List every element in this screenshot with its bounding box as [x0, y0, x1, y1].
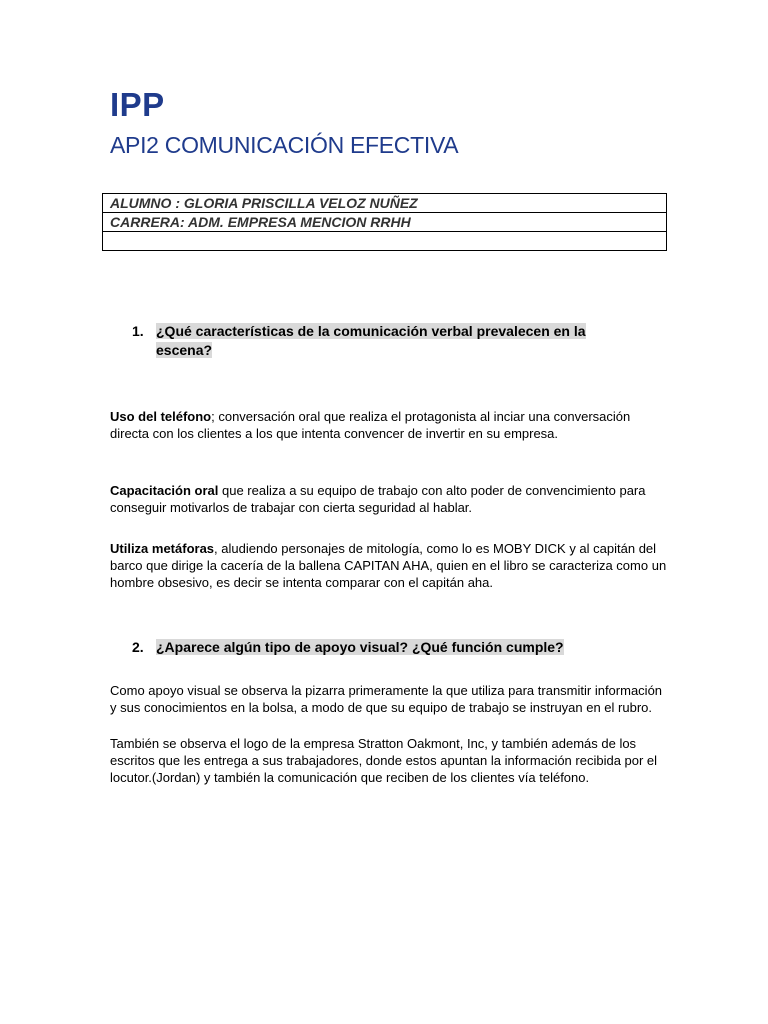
document-subtitle: API2 COMUNICACIÓN EFECTIVA: [110, 132, 459, 158]
answer-paragraph: [110, 540, 670, 591]
answer-text: que realiza a su equipo de trabajo con alto poder de convencimiento para conseguir motivarlos de trabajar con cierta seguridad al hablar.: [110, 483, 646, 515]
question-text-continued: escena?: [156, 342, 213, 358]
question-text: ¿Aparece algún tipo de apoyo visual? ¿Qué función cumple?: [156, 639, 564, 655]
question-number: 1.: [132, 323, 144, 339]
question-1: [132, 322, 632, 360]
student-info-table: [102, 193, 667, 251]
career-cell: CARRERA: ADM. EMPRESA MENCION RRHH: [103, 213, 667, 232]
answer-text: ; conversación oral que realiza el protagonista al inciar una conversación directa con los clientes a los que intenta convencer de invertir en su empresa.: [110, 409, 631, 441]
document-title: IPP: [110, 86, 165, 123]
answer-paragraph: Como apoyo visual se observa la pizarra primeramente la que utiliza para transmitir información y sus conocimientos en la bolsa, a modo de que su equipo de trabajo se instruyan en el rubro.: [110, 683, 663, 715]
answer-term: Uso del teléfono: [110, 409, 212, 424]
empty-cell: [103, 232, 667, 251]
answer-term: Capacitación oral: [110, 483, 219, 498]
answer-paragraph: [110, 408, 670, 442]
question-2: [132, 638, 632, 657]
table-row: [103, 213, 667, 232]
answer-term: Utiliza metáforas: [110, 541, 215, 556]
answer-paragraph: [110, 482, 670, 516]
answer-paragraph: También se observa el logo de la empresa Stratton Oakmont, Inc, y también además de los escritos que les entrega a sus trabajadores, donde estos apuntan la información recibida por el locutor.(Jordan) y también la comunicación que reciben de los clientes vía teléfono.: [110, 736, 658, 785]
table-row: [103, 194, 667, 213]
student-name-cell: ALUMNO : GLORIA PRISCILLA VELOZ NUÑEZ: [103, 194, 667, 213]
answer-text: , aludiendo personajes de mitología, como lo es MOBY DICK y al capitán del barco que dirige la cacería de la ballena CAPITAN AHA, quien en el libro se caracteriza como un hombre obsesivo, es decir se intenta comparar con el capitán aha.: [110, 541, 667, 590]
table-row: [103, 232, 667, 251]
question-text: ¿Qué características de la comunicación verbal prevalecen en la: [156, 323, 586, 339]
question-number: 2.: [132, 639, 144, 655]
